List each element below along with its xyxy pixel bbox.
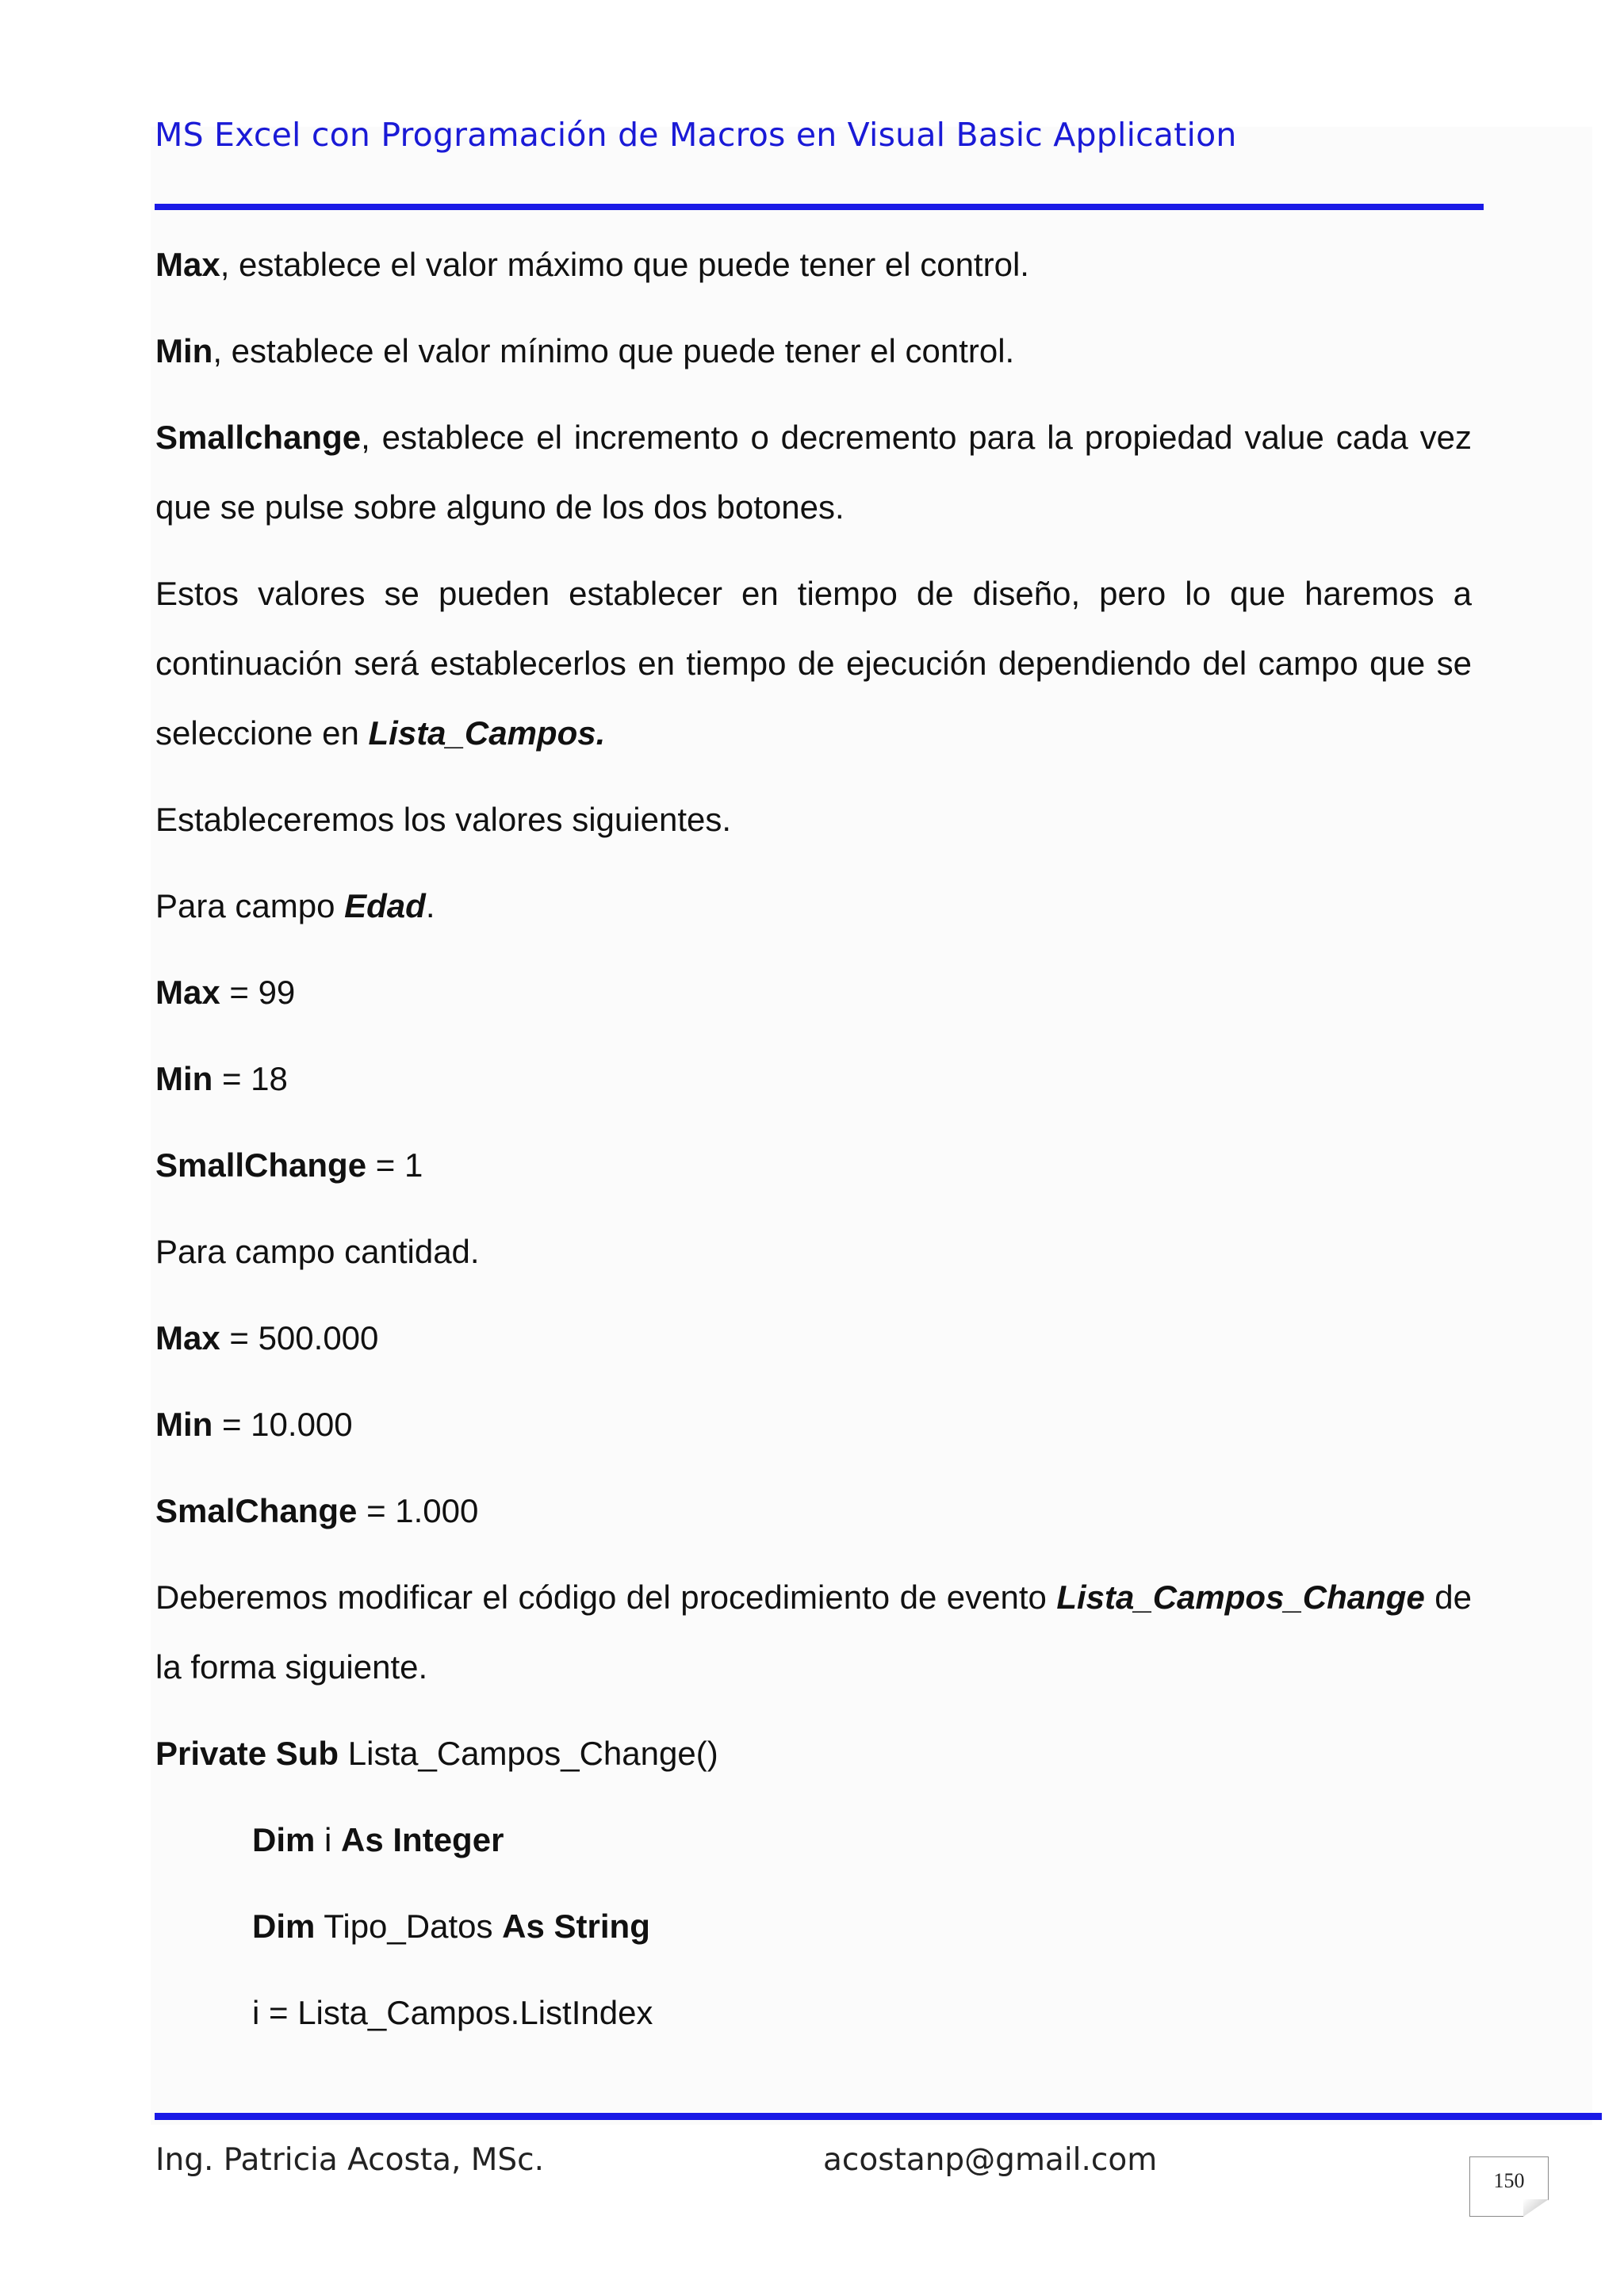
footer-author: Ing. Patricia Acosta, MSc.: [155, 2142, 545, 2178]
footer-email: acostanp@gmail.com: [823, 2142, 1158, 2178]
edad-max: [155, 958, 1472, 1027]
edad-prefix: Para campo: [155, 887, 345, 924]
smallchange-description: , establece el incremento o decremento para la propiedad value cada vez que se pulse sobre alguno de los dos botones.: [155, 419, 1472, 526]
edad-smallchange-value: = 1: [366, 1146, 423, 1184]
edad-suffix: .: [425, 887, 435, 924]
edad-min-value: = 18: [213, 1060, 288, 1097]
intro-text: Estos valores se pueden establecer en tiempo de diseño, pero lo que haremos a continuación será establecerlos en tiempo de ejecución dependiendo del campo que se seleccione en: [155, 575, 1472, 752]
modify-event-name: Lista_Campos_Change: [1056, 1578, 1425, 1616]
smallchange-term: Smallchange: [155, 419, 362, 456]
cantidad-min-label: Min: [155, 1406, 213, 1443]
cantidad-smallchange-label: SmalChange: [155, 1492, 358, 1529]
code-dim-i: [155, 1805, 1472, 1875]
cantidad-min: [155, 1390, 1472, 1460]
page-number: 150: [1493, 2169, 1525, 2192]
code-dim-type: As String: [502, 1908, 650, 1945]
code-dim-keyword: Dim: [252, 1821, 316, 1858]
edad-heading: [155, 871, 1472, 941]
cantidad-max-value: = 500.000: [220, 1319, 379, 1357]
smallchange-definition: [155, 403, 1472, 542]
max-description: , establece el valor máximo que puede tener el control.: [220, 246, 1029, 283]
modify-text: Deberemos modificar el código del procedimiento de evento: [155, 1578, 1057, 1616]
cantidad-max: [155, 1303, 1472, 1373]
code-sub-declaration: [155, 1719, 1472, 1789]
code-dim-keyword: Dim: [252, 1908, 316, 1945]
code-sub-keyword: Private Sub: [155, 1735, 339, 1772]
code-assign-line: i = Lista_Campos.ListIndex: [252, 1994, 653, 2031]
intro-field-name: Lista_Campos.: [368, 714, 606, 752]
edad-smallchange: [155, 1131, 1472, 1200]
min-definition: [155, 316, 1472, 386]
code-sub-name: Lista_Campos_Change(): [339, 1735, 718, 1772]
edad-max-label: Max: [155, 974, 220, 1011]
edad-min: [155, 1044, 1472, 1114]
min-description: , establece el valor mínimo que puede tener el control.: [213, 332, 1015, 369]
edad-max-value: = 99: [220, 974, 296, 1011]
code-dim-type: As Integer: [341, 1821, 504, 1858]
edad-smallchange-label: SmallChange: [155, 1146, 367, 1184]
footer-rule: [155, 2113, 1602, 2120]
header-rule: [155, 204, 1484, 210]
edad-min-label: Min: [155, 1060, 213, 1097]
modify-suffix: de la forma siguiente.: [155, 1578, 1472, 1686]
min-term: Min: [155, 332, 213, 369]
document-body: [155, 230, 1472, 2064]
intro-paragraph: [155, 559, 1472, 768]
code-dim-variable: Tipo_Datos: [315, 1908, 503, 1945]
edad-field-name: Edad: [344, 887, 426, 924]
page-header-title: MS Excel con Programación de Macros en Visual Basic Application: [155, 116, 1237, 154]
code-dim-variable: i: [315, 1821, 342, 1858]
code-dim-tipo-datos: [155, 1892, 1472, 1961]
values-intro: Estableceremos los valores siguientes.: [155, 801, 732, 838]
cantidad-smallchange-value: = 1.000: [357, 1492, 479, 1529]
max-definition: [155, 230, 1472, 300]
cantidad-min-value: = 10.000: [213, 1406, 353, 1443]
max-term: Max: [155, 246, 220, 283]
cantidad-max-label: Max: [155, 1319, 220, 1357]
cantidad-smallchange: [155, 1476, 1472, 1546]
cantidad-heading: Para campo cantidad.: [155, 1233, 480, 1270]
modify-paragraph: [155, 1563, 1472, 1702]
